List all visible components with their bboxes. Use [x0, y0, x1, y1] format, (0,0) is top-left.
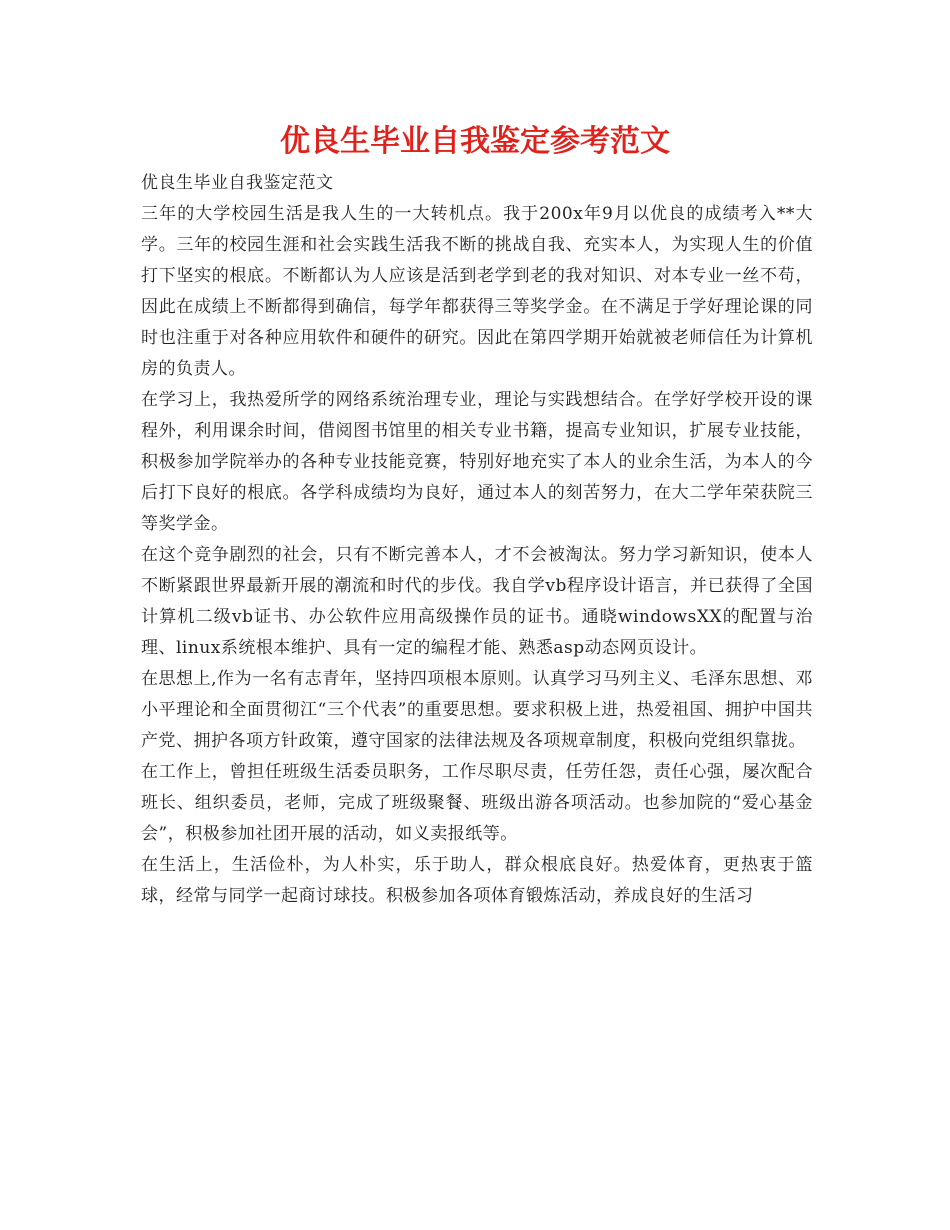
- paragraph: 在工作上，曾担任班级生活委员职务，工作尽职尽责，任劳任怨，责任心强，屡次配合班长、组织委员，老师，完成了班级聚餐、班级出游各项活动。也参加院的“爱心基金会”，积极参加社团开展的活动，如义卖报纸等。: [141, 762, 813, 844]
- paragraph: 在这个竞争剧烈的社会，只有不断完善本人，才不会被淘汰。努力学习新知识，使本人不断紧跟世界最新开展的潮流和时代的步伐。我自学vb程序设计语言，并已获得了全国计算机二级vb证书、办公软件应用高级操作员的证书。通晓windowsXX的配置与治理、linux系统根本维护、具有一定的编程才能、熟悉asp动态网页设计。: [141, 545, 813, 658]
- paragraph: 三年的大学校园生活是我人生的一大转机点。我于200x年9月以优良的成绩考入**大学。三年的校园生涯和社会实践生活我不断的挑战自我、充实本人，为实现人生的价值打下坚实的根底。不断都认为人应该是活到老学到老的我对知识、对本专业一丝不苟，因此在成绩上不断都得到确信，每学年都获得三等奖学金。在不满足于学好理论课的同时也注重于对各种应用软件和硬件的研究。因此在第四学期开始就被老师信任为计算机房的负责人。: [141, 204, 813, 379]
- paragraph-subtitle: 优良生毕业自我鉴定范文: [141, 173, 334, 193]
- paragraph: 在生活上，生活俭朴，为人朴实，乐于助人，群众根底良好。热爱体育，更热衷于篮球，经常与同学一起商讨球技。积极参加各项体育锻炼活动，养成良好的生活习: [141, 855, 813, 906]
- document-title: 优良生毕业自我鉴定参考范文: [280, 124, 670, 159]
- paragraph: 在学习上，我热爱所学的网络系统治理专业，理论与实践想结合。在学好学校开设的课程外，利用课余时间，借阅图书馆里的相关专业书籍，提高专业知识，扩展专业技能，积极参加学院举办的各种专业技能竞赛，特别好地充实了本人的业余生活，为本人的今后打下良好的根底。各学科成绩均为良好，通过本人的刻苦努力，在大二学年荣获院三等奖学金。: [141, 390, 813, 534]
- document-body: [141, 168, 813, 912]
- paragraph: 在思想上,作为一名有志青年，坚持四项根本原则。认真学习马列主义、毛泽东思想、邓小平理论和全面贯彻江“三个代表”的重要思想。要求积极上进，热爱祖国、拥护中国共产党、拥护各项方针政策，遵守国家的法律法规及各项规章制度，积极向党组织靠拢。: [141, 669, 813, 751]
